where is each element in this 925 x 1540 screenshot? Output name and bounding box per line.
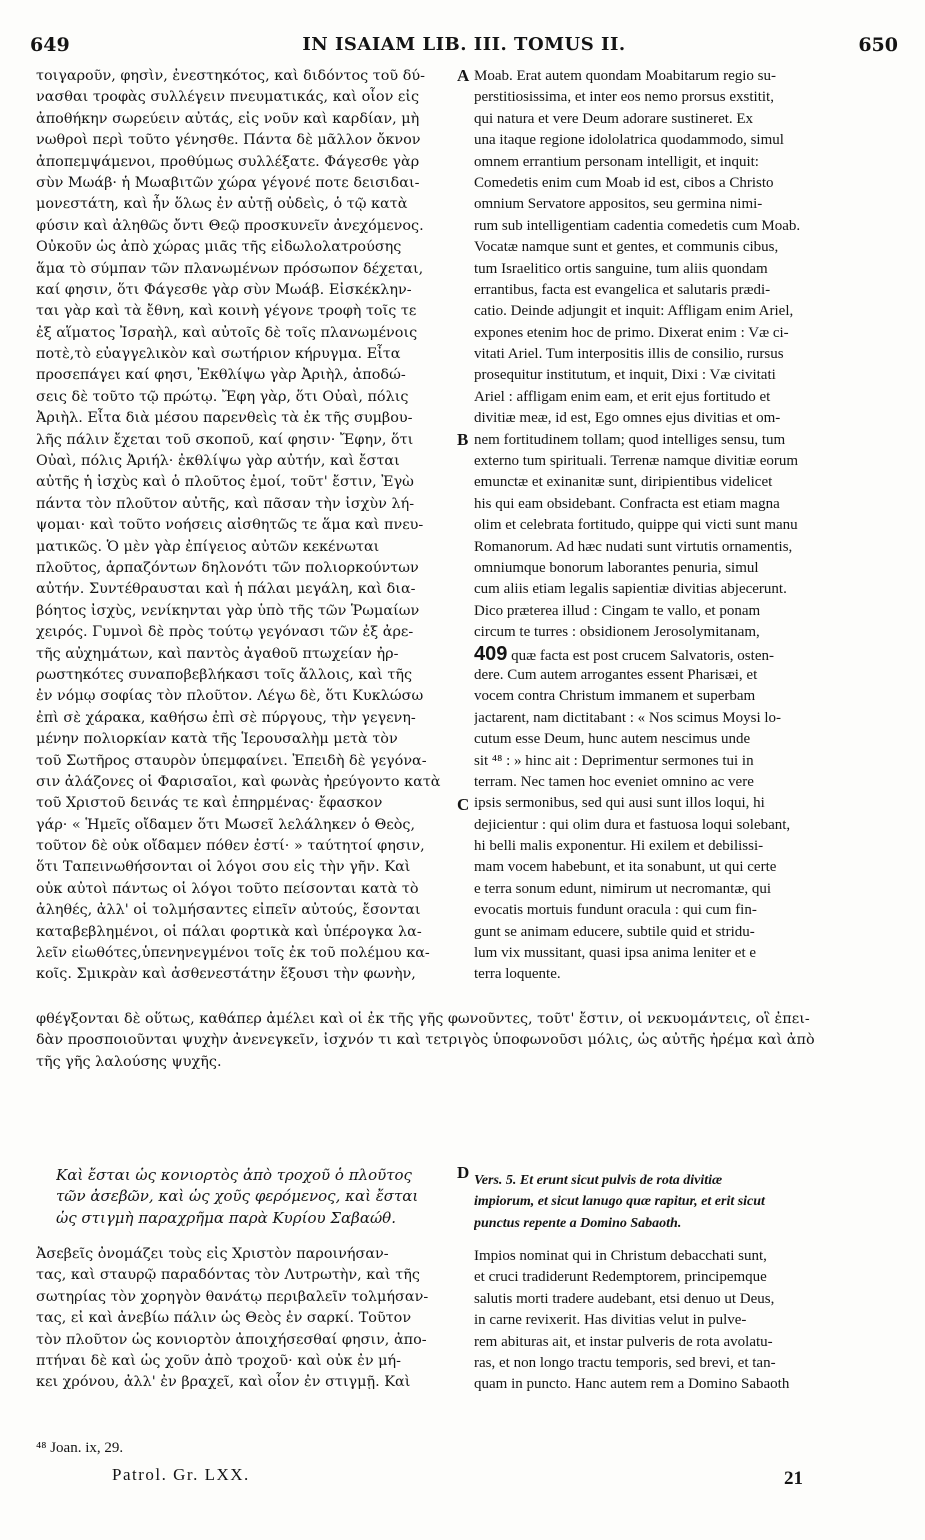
text-line: Dico præterea illud : Cingam te vallo, et ponam xyxy=(474,602,761,619)
text-line: πτήναι δὲ καὶ ὡς χοῦν ἀπὸ τροχοῦ· καὶ οὐκ ἐν μή- xyxy=(36,1352,402,1369)
text-line: omnium Servatore appositos, seu germina nimi- xyxy=(474,196,763,213)
text-line: Vocatæ namque sunt et gentes, et communis cibus, xyxy=(474,239,779,256)
text-line: ὅτι Ταπεινωθήσονται οἱ λόγοι σου εἰς τὴν γῆν. Καὶ xyxy=(36,859,411,876)
greek-column-main xyxy=(36,66,456,987)
verse-line: punctus repente a Domino Sabaoth. xyxy=(474,1215,682,1231)
margin-marker-a: A xyxy=(457,66,470,85)
text-line xyxy=(474,644,890,665)
text-line: hi belli malis exponentur. Hi exilem et debilissi- xyxy=(474,838,764,855)
text-line: dejicientur : qui olim dura et fastuosa loqui solebant, xyxy=(474,816,791,833)
text-line: qui natura et vere Deum adorare sustineret. Ex xyxy=(474,110,754,127)
text-line: γάρ· « Ἡμεῖς οἴδαμεν ὅτι Μωσεῖ λελάληκεν ὁ Θεὸς, xyxy=(36,816,416,833)
text-line: ras, et non longo tractu temporis, sed brevi, et tan- xyxy=(474,1354,776,1371)
text-line: divitiæ meæ, id est, Ego omnes ejus divitias et om- xyxy=(474,410,781,427)
text-line: ἐξ αἵματος Ἰσραὴλ, καὶ αὐτοῖς δὲ τοῖς πλανωμένοις xyxy=(36,324,418,341)
verse-line: impiorum, et sicut lanugo quæ rapitur, et erit sicut xyxy=(474,1194,765,1210)
text-line: νωθροὶ περὶ τοῦτο γένησθε. Πάντα δὲ μᾶλλον ὄκνον xyxy=(36,132,421,149)
verse-line: ὡς στιγμὴ παραχρῆμα παρὰ Κυρίου Σαβαώθ. xyxy=(56,1208,396,1227)
verse-line: Καὶ ἔσται ὡς κονιορτὸς ἀπὸ τροχοῦ ὁ πλοῦτος xyxy=(56,1166,412,1184)
text-line: Impios nominat qui in Christum debacchati sunt, xyxy=(474,1248,767,1264)
greek-full-width-paragraph xyxy=(36,1009,892,1073)
text-line: olim et celebrata fortitudo, quippe qui victi sunt manu xyxy=(474,517,798,534)
text-line: omniumque bonorum laborantes penuria, simul xyxy=(474,559,759,576)
text-line: αὐτῆς ἡ ἰσχὺς καὶ ὁ πλοῦτος ἐμοί, τοῦτ' ἔστιν, Ἐγὼ xyxy=(36,474,414,491)
text-line: perstitiosissima, et inter eos nemo prorsus exstitit, xyxy=(474,89,774,106)
text-line: vitati Ariel. Tum interpositis illis de consilio, rursus xyxy=(474,346,784,363)
text-line: σὺν Μωάβ· ἡ Μωαβιτῶν χώρα γέγονέ ποτε δεισιδαι- xyxy=(36,174,420,191)
text-line: καί φησιν, ὅτι Φάγεσθε γὰρ σὺν Μωάβ. Εἰσκέκλην- xyxy=(36,281,412,298)
text-line: τοιγαροῦν, φησὶν, ἐνεστηκότος, καὶ διδόντος τοῦ δύ- xyxy=(36,68,426,84)
text-line: cutum esse Deum, hunc autem nescimus unde xyxy=(474,731,751,748)
text-line: ποτὲ,τὸ εὐαγγελικὸν καὶ σωτήριον κήρυγμα. Εἶτα xyxy=(36,346,401,363)
text-line: tum Israelitico ortis sanguine, tum aliis quondam xyxy=(474,260,768,277)
text-line: ματικῶς. Ὁ μὲν γὰρ ἐπίγειος αὐτῶν κεκένωται xyxy=(36,538,380,555)
text-line: πλοῦτος, ἁρπαζόντων δηλονότι τῶν πολιορκούντων xyxy=(36,559,419,576)
text-line: rum sub intelligentiam cadentia comedetis cum Moab. xyxy=(474,217,801,234)
text-line: μένην πολιορκίαν κατὰ τῆς Ἱερουσαλὴμ μετὰ τὸν xyxy=(36,731,398,748)
text-line: cum aliis etiam legalis sapientiæ divitias abjecerunt. xyxy=(474,581,787,598)
text-line: Οὐαὶ, πόλις Ἀριήλ· ἐκθλίψω γὰρ αὐτήν, καὶ ἔσται xyxy=(36,453,400,470)
text-line: his qui eam obsidebant. Confracta est etiam magna xyxy=(474,495,780,512)
text-line-409-rest: quæ facta est post crucem Salvatoris, osten- xyxy=(507,647,774,664)
text-line: jactarent, nam dictitabant : « Nos scimus Moysi lo- xyxy=(474,709,782,726)
text-line: e terra sonum edunt, nimirum ut necromantæ, qui xyxy=(474,880,772,897)
text-line: τας, εἰ καὶ ἀνεβίω πάλιν ὡς Θεὸς ἐν σαρκί. Τοῦτον xyxy=(36,1310,412,1327)
margin-marker-b: B xyxy=(457,430,469,449)
text-line: rem abituras ait, et instar pulveris de rota avolatu- xyxy=(474,1333,773,1350)
text-line: τῆς αὐχημάτων, καὶ παντὸς ἀγαθοῦ πτωχείαν ἠρ- xyxy=(36,645,399,662)
text-line: κοῖς. Σμικρὰν καὶ ἀσθενεστάτην ἕξουσι τὴν φωνὴν, xyxy=(36,966,416,983)
latin-column-main xyxy=(474,66,890,987)
page-header xyxy=(30,34,898,60)
greek-commentary-bottom xyxy=(36,1244,456,1396)
text-line: τοῦ Σωτῆρος σταυρὸν ὑπεμφαίνει. Ἐπειδὴ δὲ γεγόνα- xyxy=(36,752,427,769)
text-line: et cruci tradiderunt Redemptorem, principemque xyxy=(474,1269,767,1286)
text-line: αὐτήν. Συντέθραυσται καὶ ἡ πάλαι μεγάλη, καὶ δια- xyxy=(36,581,416,598)
text-line: expones etenim hoc de primo. Dixerat enim : Væ ci- xyxy=(474,324,789,341)
text-line: Ἀριὴλ. Εἶτα διὰ μέσου παρενθεὶς τὰ ἐκ τῆς συμβου- xyxy=(36,410,413,427)
margin-marker-d: D xyxy=(457,1163,470,1182)
text-line: Ἀσεβεῖς ὀνομάζει τοὺς εἰς Χριστὸν παροινήσαν- xyxy=(36,1246,389,1262)
verse-line: τῶν ἀσεβῶν, καὶ ὡς χοῦς φερόμενος, καὶ ἔσται xyxy=(56,1187,419,1206)
margin-marker-c: C xyxy=(457,795,470,814)
text-line: quam in puncto. Hanc autem rem a Domino Sabaoth xyxy=(474,1376,790,1393)
text-line: terra loquente. xyxy=(474,966,561,983)
text-line: una itaque regione idololatrica quodammodo, simul xyxy=(474,132,784,149)
text-line: nem fortitudinem tollam; quod intelliges sensu, tum xyxy=(474,431,786,448)
text-line: σεις δὲ τοῦτο τῷ πρώτῳ. Ἔφη γὰρ, ὅτι Οὐαὶ, πόλις xyxy=(36,388,409,405)
text-line: οὐκ αὐτοὶ πάντως οἱ λόγοι τοῦτο πείσονται κατὰ τὸ xyxy=(36,880,419,897)
text-line: τὸν πλοῦτον ὡς κονιορτὸν ἀποιχήσεσθαί φησιν, ἀπο- xyxy=(36,1331,427,1348)
text-line: τας, καὶ σταυρῷ παραδόντας τὸν Λυτρωτὴν, καὶ τῆς xyxy=(36,1267,420,1284)
text-line: πάντα τὸν πλοῦτον αὐτῆς, καὶ πᾶσαν τὴν ἰσχὺν λή- xyxy=(36,495,415,512)
text-line: προσεπάγει καί φησι, Ἐκθλίψω γὰρ Ἀριὴλ, ἀποδώ- xyxy=(36,367,406,384)
text-line: externo tum spirituali. Terrenæ namque divitiæ eorum xyxy=(474,453,799,470)
text-line: τῆς γῆς λαλούσης ψυχῆς. xyxy=(36,1053,222,1070)
text-line: catio. Deinde adjungit et inquit: Affligam enim Ariel, xyxy=(474,303,794,320)
text-line: ἀποπεμψάμενοι, προθύμως συλλέξατε. Φάγεσθε γὰρ xyxy=(36,153,420,170)
text-line: sit ⁴⁸ : » hinc ait : Deprimentur sermones tui in xyxy=(474,752,754,769)
text-line: βόητος ἰσχὺς, νενίκηνται γὰρ ὑπὸ τῆς τῶν Ῥωμαίων xyxy=(36,602,420,619)
text-line: lum vix mussitant, quasi ipsa anima leniter et e xyxy=(474,945,757,962)
text-line: ἐπὶ σὲ χάρακα, καθήσω ἐπὶ σὲ πύργους, τὴν γεγενη- xyxy=(36,709,416,726)
text-line: σιν ἀλάζονες οἱ Φαρισαῖοι, καὶ φωνὰς ἠρεύγοντο κατὰ xyxy=(36,773,441,790)
latin-commentary-bottom xyxy=(474,1246,890,1398)
text-line: prosequitur institutum, et inquit, Dixi : Væ civitati xyxy=(474,367,776,384)
text-line: ται γὰρ καὶ τὰ ἔθνη, καὶ κοινὴ γέγονε τροφὴ τοῖς τε xyxy=(36,303,417,320)
text-line: salutis morti tradere audebant, etsi denuo ut Deus, xyxy=(474,1290,775,1307)
text-line: gunt se animam educere, subtile quid et stridu- xyxy=(474,923,755,940)
signature-mark: Patrol. Gr. LXX. xyxy=(112,1465,250,1484)
page-number-right: 650 xyxy=(858,34,898,56)
page-number-left: 649 xyxy=(30,34,70,56)
text-line: Moab. Erat autem quondam Moabitarum regio su- xyxy=(474,68,777,84)
text-line: καταβεβλημένοι, οἱ πάλαι φορτικὰ καὶ ὑπέρογκα λα- xyxy=(36,923,422,940)
text-line: evocatis mortuis fundunt oracula : qui cum fin- xyxy=(474,902,757,919)
text-line: emunctæ et exinanitæ sunt, diripientibus videlicet xyxy=(474,474,773,491)
column-number-409: 409 xyxy=(474,643,508,665)
text-line: in carne revixerit. Has divitias velut in pulve- xyxy=(474,1312,747,1329)
text-line: Οὐκοῦν ὡς ἀπὸ χώρας μιᾶς τῆς εἰδωλολατρούσης xyxy=(36,239,402,256)
text-line: ipsis sermonibus, sed qui ausi sunt illos loqui, hi xyxy=(474,795,765,812)
text-line: Romanorum. Ad hæc nudati sunt virtutis ornamentis, xyxy=(474,538,793,555)
text-line: μονεστάτη, καὶ ἦν ὅλως ἐν αὐτῇ οὐδεὶς, ὁ τῷ κατὰ xyxy=(36,196,408,213)
text-line: mam vocem habebunt, et ita sonabunt, ut qui certe xyxy=(474,859,777,876)
text-line: ἀληθές, ἀλλ' οἱ τολμήσαντες εἰπεῖν αὐτούς, ἔσονται xyxy=(36,902,421,919)
text-line: νασθαι τροφὰς συλλέγειν πνευματικάς, καὶ οἷον εἰς xyxy=(36,89,420,106)
text-line: ἐν νόμῳ σοφίας τὸν πλοῦτον. Λέγω δὲ, ὅτι Κυκλώσω xyxy=(36,688,424,705)
text-line: λῆς πάλιν ἔχεται τοῦ σκοποῦ, καί φησιν· Ἔφην, ὅτι xyxy=(36,431,414,448)
text-line: κει χρόνου, ἀλλ' ἐν βραχεῖ, καὶ οἷον ἐν στιγμῇ. Καὶ xyxy=(36,1374,411,1391)
text-line: ρωστηκότες συναποβεβλήκασι τοῖς ἄλλοις, καὶ τῆς xyxy=(36,666,413,683)
text-line: ψομαι· καὶ τοῦτο νοήσεις αἰσθητῶς τε ἅμα καὶ πνευ- xyxy=(36,517,424,534)
text-line: ἅμα τὸ σύμπαν τῶν πλανωμένων πρόσωπον δέχεται, xyxy=(36,260,424,277)
text-line: Comedetis enim cum Moab id est, cibos a Christo xyxy=(474,174,774,191)
text-line: λεῖν εἰωθότες,ὑπενηνεγμένοι τοῖς ἐκ τοῦ πολέμου κα- xyxy=(36,945,430,962)
text-line: errantibus, facta est evangelica et salutaris prædi- xyxy=(474,281,771,298)
text-line: vocem contra Christum immanem et superbam xyxy=(474,688,756,705)
text-line: σωτηρίας τὸν χορηγὸν θανάτῳ περιβαλεῖν τολμήσαν- xyxy=(36,1288,429,1305)
running-title: IN ISAIAM LIB. III. TOMUS II. xyxy=(302,34,626,55)
text-line: circum te turres : obsidionem Jerosolymitanam, xyxy=(474,624,760,641)
text-line: φύσιν καὶ ἀληθῶς ὄντι Θεῷ προσκυνεῖν ἀνεχόμενος. xyxy=(36,217,424,234)
text-line: dere. Cum autem arrogantes essent Pharisæi, et xyxy=(474,666,758,683)
text-line: Ariel : affligam enim eam, et erit ejus fortitudo et xyxy=(474,388,771,405)
text-line: δὰν προσποιοῦνται ψυχὴν ἀνενεγκεῖν, ἰσχνόν τι καὶ τετριγὸς ὑποφωνοῦσι μόλις, ὡς αὐτῆς ἠρέμα καὶ ἀπὸ xyxy=(36,1032,815,1049)
footnote: ⁴⁸ Joan. ix, 29. xyxy=(36,1440,124,1456)
verse-greek xyxy=(56,1165,456,1229)
text-line: τοῦτον δὲ οὐκ οἴδαμεν πόθεν ἐστί· » ταύτητοί φησιν, xyxy=(36,838,425,855)
verse-latin xyxy=(474,1170,890,1234)
text-line: τοῦ Χριστοῦ δεινάς τε καὶ ἐπηρμένας· ἔφασκον xyxy=(36,795,383,812)
verse-line: Vers. 5. Et erunt sicut pulvis de rota divitiæ xyxy=(474,1173,723,1188)
sheet-number: 21 xyxy=(784,1468,803,1489)
text-line: χειρός. Γυμνοὶ δὲ πρὸς τούτῳ γεγόνασι τῶν ἐξ ἀρε- xyxy=(36,624,414,641)
text-line: ἀποθήκην σωρεύειν αὐτάς, εἰς νοῦν καὶ καρδίαν, μὴ xyxy=(36,110,420,127)
text-line: φθέγξονται δὲ οὕτως, καθάπερ ἀμέλει καὶ οἱ ἐκ τῆς γῆς φωνοῦντες, τοῦτ' ἔστιν, οἱ νεκυομάντεις, οἳ ἐπει- xyxy=(36,1011,810,1027)
text-line: terram. Nec tamen hoc eveniet omnino ac vere xyxy=(474,773,754,790)
text-line: omnem errantium personam intelligit, et inquit: xyxy=(474,153,759,170)
